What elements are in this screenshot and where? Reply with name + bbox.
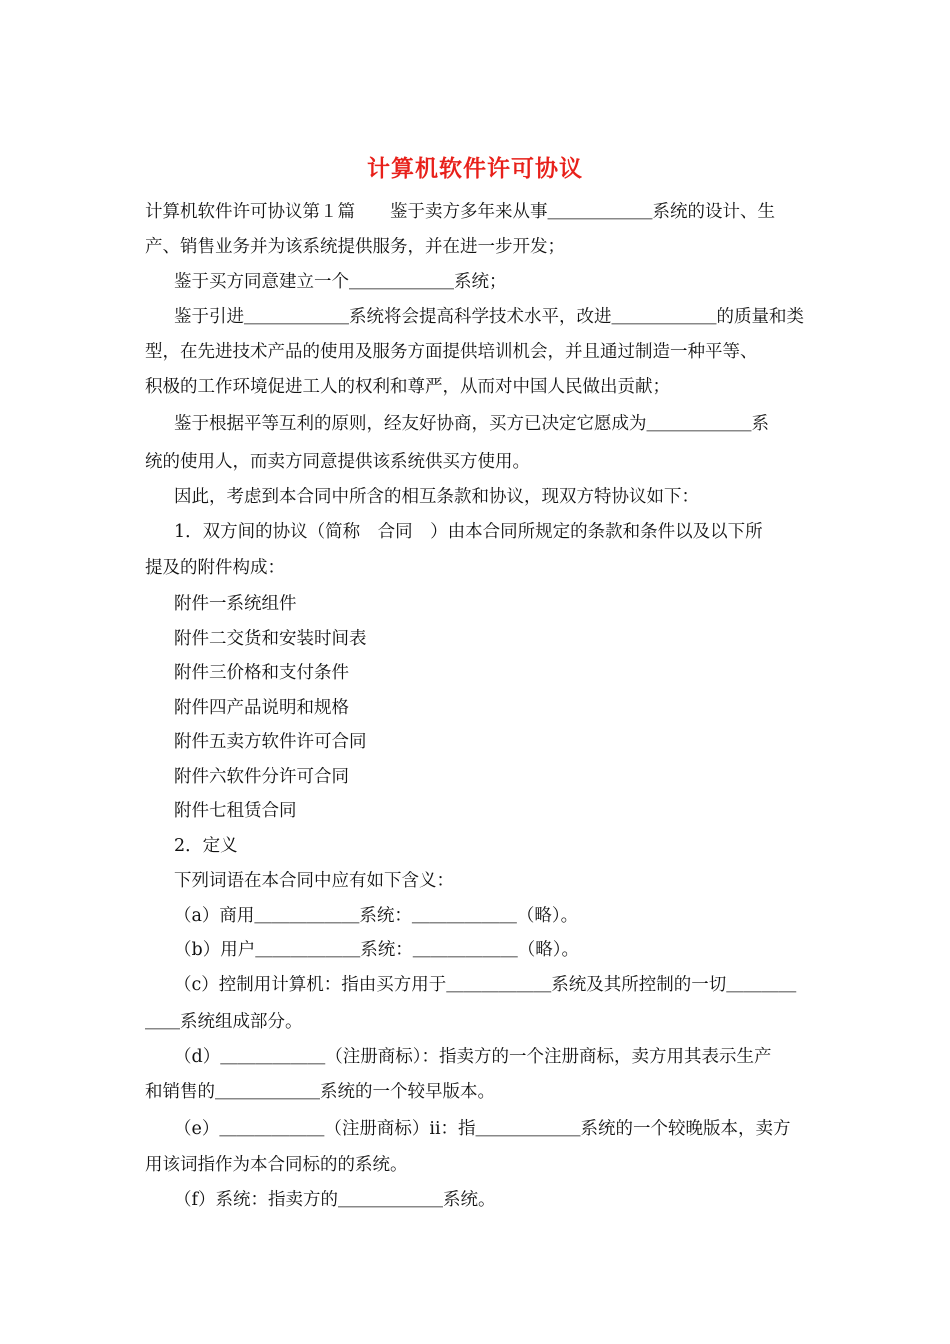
body-line: 产、销售业务并为该系统提供服务，并在进一步开发；	[145, 237, 565, 257]
body-line: （f）系统：指卖方的＿＿＿＿＿＿系统。	[174, 1190, 496, 1210]
body-line: 和销售的＿＿＿＿＿＿系统的一个较早版本。	[145, 1082, 495, 1102]
body-line: 1．双方间的协议（简称 合同 ）由本合同所规定的条款和条件以及以下所	[174, 522, 763, 542]
body-line: 鉴于引进＿＿＿＿＿＿系统将会提高科学技术水平，改进＿＿＿＿＿＿的质量和类	[174, 307, 804, 327]
body-line: 型，在先进技术产品的使用及服务方面提供培训机会，并且通过制造一种平等、	[145, 342, 758, 362]
body-line: （c）控制用计算机：指由买方用于＿＿＿＿＿＿系统及其所控制的一切＿＿＿＿	[174, 975, 797, 995]
document-title: 计算机软件许可协议	[367, 155, 583, 182]
body-line: （a）商用＿＿＿＿＿＿系统：＿＿＿＿＿＿（略）。	[174, 906, 579, 926]
body-line: 附件三价格和支付条件	[174, 663, 349, 683]
body-line: 附件四产品说明和规格	[174, 698, 349, 718]
body-line: 鉴于根据平等互利的原则，经友好协商，买方已决定它愿成为＿＿＿＿＿＿系	[174, 414, 769, 434]
body-line: 鉴于买方同意建立一个＿＿＿＿＿＿系统；	[174, 272, 507, 292]
body-line: （e）＿＿＿＿＿＿（注册商标）ii：指＿＿＿＿＿＿系统的一个较晚版本，卖方	[174, 1119, 791, 1139]
body-line: ＿＿系统组成部分。	[145, 1012, 303, 1032]
body-line: 计算机软件许可协议第１篇 鉴于卖方多年来从事＿＿＿＿＿＿系统的设计、生	[145, 202, 775, 222]
body-line: 下列词语在本合同中应有如下含义：	[174, 871, 454, 891]
body-line: 附件七租赁合同	[174, 801, 297, 821]
body-line: 统的使用人，而卖方同意提供该系统供买方使用。	[145, 452, 530, 472]
body-line: 用该词指作为本合同标的的系统。	[145, 1155, 408, 1175]
body-line: 提及的附件构成：	[145, 558, 285, 578]
body-line: 积极的工作环境促进工人的权利和尊严，从而对中国人民做出贡献；	[145, 377, 670, 397]
body-line: 附件一系统组件	[174, 594, 297, 614]
body-line: 附件二交货和安装时间表	[174, 629, 367, 649]
body-line: （d）＿＿＿＿＿＿（注册商标）：指卖方的一个注册商标，卖方用其表示生产	[174, 1047, 772, 1067]
body-line: 附件五卖方软件许可合同	[174, 732, 367, 752]
body-line: 因此，考虑到本合同中所含的相互条款和协议，现双方特协议如下：	[174, 487, 699, 507]
body-line: 2．定义	[174, 836, 238, 856]
body-line: 附件六软件分许可合同	[174, 767, 349, 787]
body-line: （b）用户＿＿＿＿＿＿系统：＿＿＿＿＿＿（略）。	[174, 940, 579, 960]
